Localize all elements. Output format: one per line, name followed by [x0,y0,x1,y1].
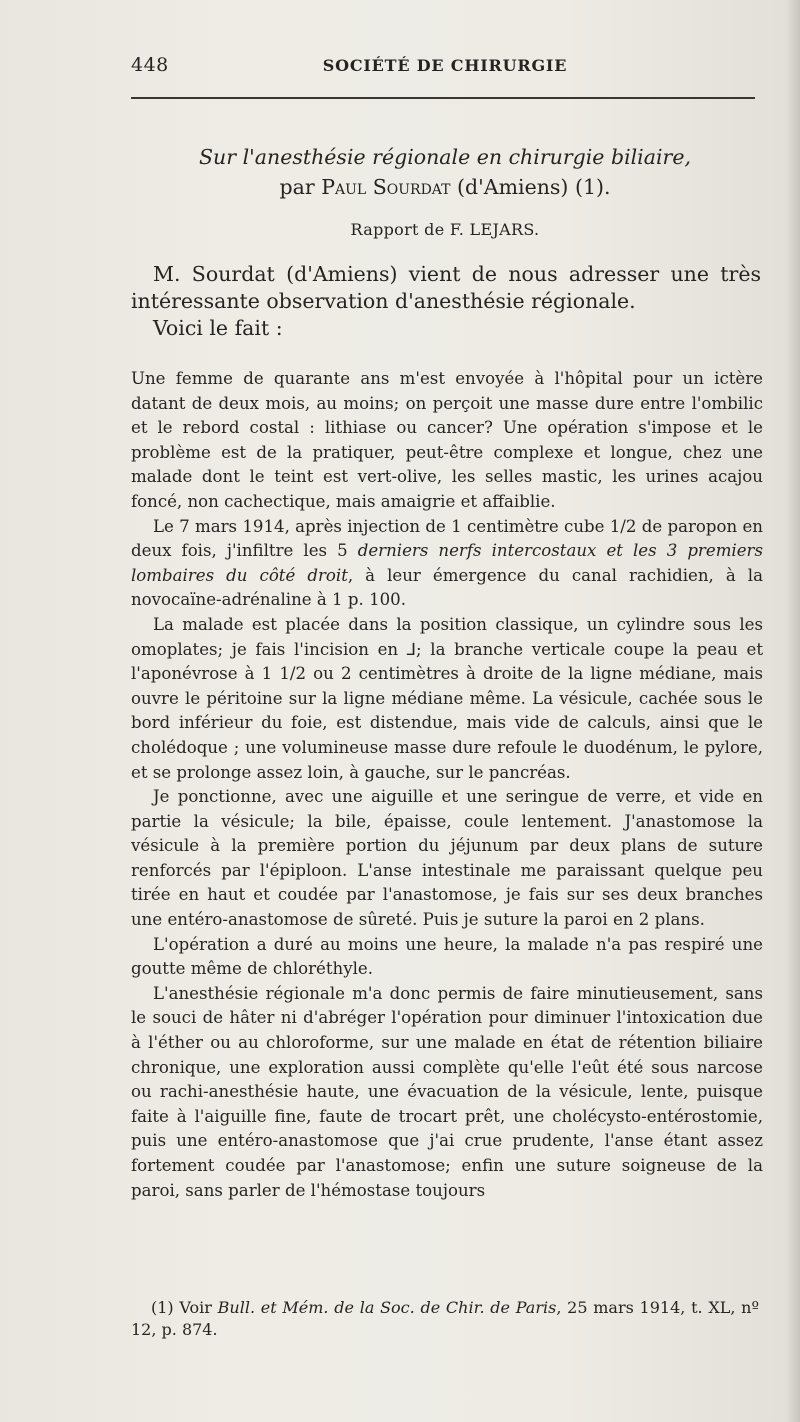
body-paragraph-2 [131,515,763,613]
p2-text-a: Le 7 mars 1914, après injection de 1 centimètre cube 1/2 de paropon en deux fois, j'infiltre les 5 [131,516,763,561]
body-paragraph-4: Je ponctionne, avec une aiguille et une seringue de verre, et vide en partie la vésicule; la bile, épaisse, coule lentement. J'anastomose la vésicule à la première portion du jéjunum par deux plans de suture renforcés par l'épiploon. L'anse intestinale me paraissant quelque peu tirée en haut et coudée par l'anastomose, je fais sur ses deux branches une entéro-anastomose de sûreté. Puis je suture la paroi en 2 plans. [131,787,763,930]
body-paragraph-5: L'opération a duré au moins une heure, la malade n'a pas respiré une goutte même de chloréthyle. [131,934,763,979]
body-paragraph-1: Une femme de quarante ans m'est envoyée à l'hôpital pour un ictère datant de deux mois, au moins; on perçoit une masse dure entre l'ombilic et le rebord costal : lithiase ou cancer? Une opération s'impose et le problème est de la pratiquer, peut-être complexe et longue, chez une malade dont le teint est vert-olive, les selles mastic, les urines acajou foncé, non cachectique, mais amaigrie et affaiblie. [131,369,763,511]
article-title-block [131,142,759,241]
p2-text-b: , à leur émergence du canal rachidien, à la novocaïne-adrénaline à 1 p. 100. [131,565,763,610]
article-byline [131,172,759,202]
p3-text-b: ; la branche verticale coupe la peau et l'aponévrose à 1 1/2 ou 2 centimètres à droite de la ligne médiane, mais ouvre le péritoine sur la ligne médiane même. La vésicule, cachée sous le bord inférieur du foie, est distendue, mais vide de calculs, ainsi que le cholédoque ; une volumineuse masse dure refoule le duodénum, le pylore, et se prolonge assez loin, à gauche, sur le pancréas. [131,639,763,782]
author-place: (d'Amiens) (1). [457,175,611,199]
report-line: Rapport de F. LEJARS. [350,220,540,239]
footnote-text [131,1297,759,1341]
footnote [131,1297,759,1341]
footnote-rest: , 25 mars 1914, t. XL, nº 12, p. 874. [131,1298,760,1339]
footnote-source: Bull. et Mém. de la Soc. de Chir. de Paris [217,1298,557,1317]
p3-text-a: La malade est placée dans la position classique, un cylindre sous les omoplates; je fais l'incision en [131,614,763,659]
body-paragraph-6: L'anesthésie régionale m'a donc permis de faire minutieusement, sans le souci de hâter ni d'abréger l'opération pour diminuer l'intoxication due à l'éther ou au chloroforme, sur une malade en état de rétention biliaire chronique, une exploration aussi complète qu'elle l'eût été sous narcose ou rachi-anesthésie haute, une évacuation de la vésicule, lente, puisque faite à l'aiguille fine, faute de trocart prêt, une cholécysto-entérostomie, puis une entéro-anastomose que j'ai crue prudente, l'anse étant assez fortement coudée par l'anastomose; enfin une suture soigneuse de la paroi, sans parler de l'hémostase toujours [131,983,763,1200]
incision-symbol: ⅃ [406,639,417,659]
author-name: Paul Sourdat [321,175,451,199]
running-head: SOCIÉTÉ DE CHIRURGIE [322,56,568,75]
case-report-body [131,367,763,1203]
p2-italic-nerves: derniers nerfs intercostaux et les 3 premiers lombaires du côté droit [131,541,763,585]
article-title: Sur l'anesthésie régionale en chirurgie biliaire, [199,145,691,169]
footnote-marker: (1) Voir [151,1298,218,1317]
body-paragraph-3 [131,613,763,785]
intro-paragraph-2: Voici le fait : [153,316,283,340]
page-number: 448 [131,54,169,76]
intro-section [131,261,761,342]
header-rule [131,97,755,99]
page-edge-shadow [786,0,800,1422]
page-header [131,54,759,78]
intro-paragraph: M. Sourdat (d'Amiens) vient de nous adresser une très intéressante observation d'anesthésie régionale. [131,262,761,313]
byline-prefix: par [279,175,315,199]
